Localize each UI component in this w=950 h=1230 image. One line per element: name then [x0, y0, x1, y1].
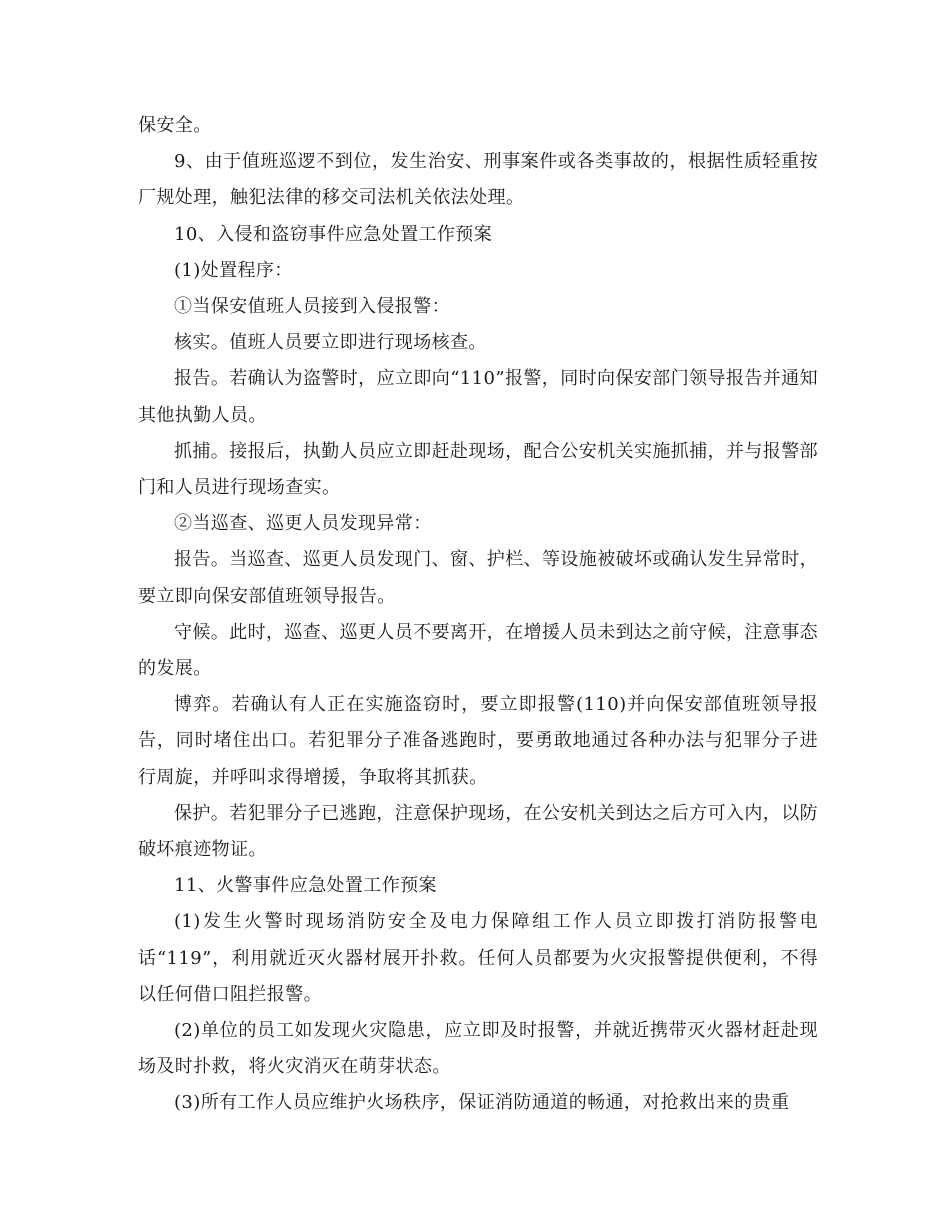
section-heading: 10、入侵和盗窃事件应急处置工作预案 [174, 223, 493, 245]
paragraph: 守候。此时，巡查、巡更人员不要离开，在增援人员未到达之前守候，注意事态的发展。 [138, 621, 818, 680]
paragraph: 9、由于值班巡逻不到位，发生治安、刑事案件或各类事故的，根据性质轻重按厂规处理，触犯法律的移交司法机关依法处理。 [138, 151, 818, 209]
paragraph: 报告。当巡查、巡更人员发现门、窗、护栏、等设施被破坏或确认发生异常时，要立即向保安部值班领导报告。 [138, 549, 818, 607]
paragraph: (3)所有工作人员应维护火场秩序，保证消防通道的畅通，对抢救出来的贵重 [174, 1092, 790, 1114]
paragraph: ②当巡查、巡更人员发现异常： [174, 513, 432, 535]
paragraph: 博弈。若确认有人正在实施盗窃时，要立即报警(110)并向保安部值班领导报告，同时堵住出口。若犯罪分子准备逃跑时，要勇敢地通过各种办法与犯罪分子进行周旋，并呼叫求得增援，争取将其抓获。 [138, 694, 818, 788]
paragraph: (1)发生火警时现场消防安全及电力保障组工作人员立即拨打消防报警电话“119”，利用就近灭火器材展开扑救。任何人员都要为火灾报警提供便利，不得以任何借口阻拦报警。 [138, 911, 818, 1005]
paragraph: 抓捕。接报后，执勤人员应立即赶赴现场，配合公安机关实施抓捕，并与报警部门和人员进行现场查实。 [138, 440, 818, 499]
paragraph: 核实。值班人员要立即进行现场核查。 [174, 332, 487, 354]
paragraph: 报告。若确认为盗警时，应立即向“110”报警，同时向保安部门领导报告并通知其他执勤人员。 [138, 368, 818, 426]
paragraph: 保安全。 [138, 115, 212, 136]
document-body [138, 108, 818, 1122]
paragraph: ①当保安值班人员接到入侵报警： [174, 296, 450, 318]
section-heading: 11、火警事件应急处置工作预案 [174, 875, 437, 897]
subsection-heading: (1)处置程序： [174, 259, 293, 281]
paragraph: (2)单位的员工如发现火灾隐患，应立即及时报警，并就近携带灭火器材赶赴现场及时扑救，将火灾消灭在萌芽状态。 [138, 1020, 818, 1078]
paragraph: 保护。若犯罪分子已逃跑，注意保护现场，在公安机关到达之后方可入内，以防破坏痕迹物证。 [138, 802, 818, 861]
